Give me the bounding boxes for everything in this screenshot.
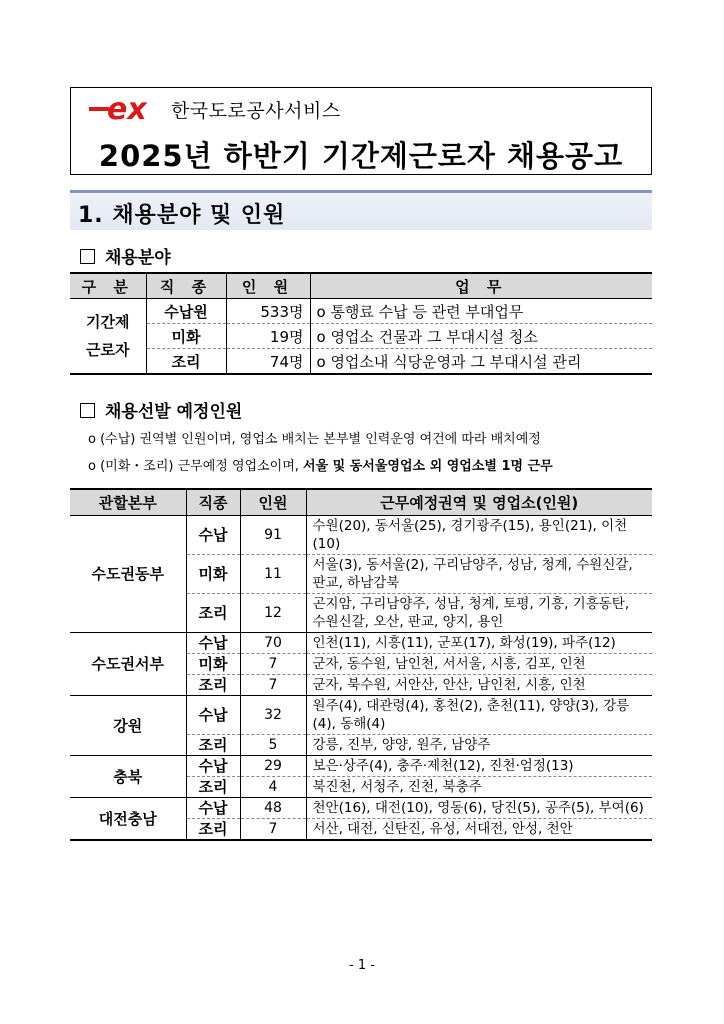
table-row: 미화 11 서울(3), 동서울(2), 구리남양주, 성남, 청계, 수원신갈, 판교, 하남감북	[70, 555, 652, 594]
table-row: 조리 7 군자, 북수원, 서안산, 안산, 남인천, 시흥, 인천	[70, 675, 652, 696]
table-row: 강원 수납 32 원주(4), 대관령(4), 홍천(2), 춘천(11), 양양(3), 강릉(4), 동해(4)	[70, 696, 652, 735]
planned-table	[70, 488, 652, 841]
region-cell: 대전충남	[70, 798, 186, 841]
page-number: - 1 -	[349, 958, 375, 973]
table-row: 조리 74명 o 영업소내 식당운영과 그 부대시설 관리	[70, 349, 652, 375]
note-2: o (미화・조리) 근무예정 영업소이며, 서울 및 동서울영업소 외 영업소별 1명 근무	[88, 459, 553, 474]
table-header-row: 관할본부 직종 인원 근무예정권역 및 영업소(인원)	[70, 489, 652, 516]
table-row: 조리 5 강릉, 진부, 양양, 원주, 남양주	[70, 735, 652, 756]
note-1: o (수납) 권역별 인원이며, 영업소 배치는 본부별 인력운영 여건에 따라 배치예정	[88, 432, 541, 447]
table-row: 대전충남 수납 48 천안(16), 대전(10), 영동(6), 당진(5), 공주(5), 부여(6)	[70, 798, 652, 819]
category-cell: 기간제 근로자	[70, 299, 146, 375]
region-cell: 수도권서부	[70, 633, 186, 696]
table-row: 미화 19명 o 영업소 건물과 그 부대시설 청소	[70, 324, 652, 349]
square-bullet-icon	[80, 403, 95, 418]
table-row: 조리 4 북진천, 서청주, 진천, 북충주	[70, 777, 652, 798]
table-header-row: 구 분 직 종 인 원 업 무	[70, 273, 652, 299]
table-row: 수도권서부 수납 70 인천(11), 시흥(11), 군포(17), 화성(19), 파주(12)	[70, 633, 652, 654]
region-cell: 충북	[70, 756, 186, 798]
company-name: 한국도로공사서비스	[171, 99, 341, 122]
subheading-planned: 채용선발 예정인원	[80, 397, 242, 422]
company-logo	[89, 94, 341, 124]
region-cell: 강원	[70, 696, 186, 756]
header-box	[70, 87, 652, 175]
table-row: 수도권동부 수납 91 수원(20), 동서울(25), 경기광주(15), 용인(21), 이천(10)	[70, 516, 652, 555]
table-row: 미화 7 군자, 동수원, 남인천, 서서울, 시흥, 김포, 인천	[70, 654, 652, 675]
section-title: 1. 채용분야 및 인원	[78, 203, 286, 228]
subheading-field: 채용분야	[80, 243, 171, 268]
svg-text:ex: ex	[107, 94, 147, 124]
table-row: 충북 수납 29 보은·상주(4), 충주·제천(12), 진천·엄정(13)	[70, 756, 652, 777]
page-title: 2025년 하반기 기간제근로자 채용공고	[98, 139, 624, 173]
square-bullet-icon	[80, 249, 95, 264]
table-row: 조리 12 곤지암, 구리남양주, 성남, 청계, 토평, 기흥, 기흥동탄, 수원신갈, 오산, 판교, 양지, 용인	[70, 594, 652, 633]
table-row: 기간제 근로자 수납원 533명 o 통행료 수납 등 관련 부대업무	[70, 299, 652, 324]
ex-logo-icon	[89, 94, 165, 124]
section-heading-bar	[70, 190, 652, 230]
table-row: 조리 7 서산, 대전, 신탄진, 유성, 서대전, 안성, 천안	[70, 819, 652, 841]
field-table	[70, 272, 652, 375]
region-cell: 수도권동부	[70, 516, 186, 633]
